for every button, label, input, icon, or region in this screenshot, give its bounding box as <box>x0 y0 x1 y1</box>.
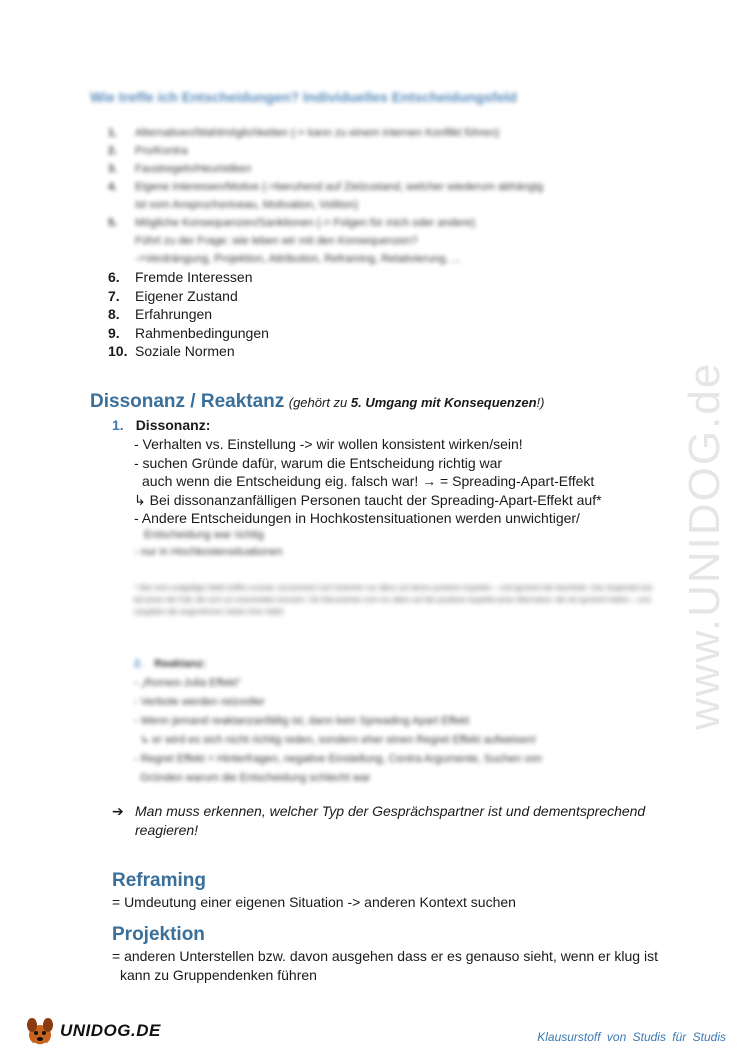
section-note: (gehört zu 5. Umgang mit Konsequenzen!) <box>288 395 545 410</box>
list-item: 8. Erfahrungen <box>108 306 213 322</box>
list-item: 10. Soziale Normen <box>108 343 235 359</box>
logo-text: UNIDOG.DE <box>60 1021 161 1040</box>
reframing-definition: = Umdeutung einer eigenen Situation -> anderen Kontext suchen <box>112 894 516 910</box>
conclusion-paragraph: ➔ Man muss erkennen, welcher Typ der Gesprächspartner ist und dementsprechend reagieren! <box>112 803 646 838</box>
arrow-icon: ➔ <box>112 803 124 819</box>
list-item: 7. Eigener Zustand <box>108 287 238 304</box>
text-line: auch wenn die Entscheidung eig. falsch war! → = Spreading-Apart-Effekt <box>142 473 595 489</box>
dissonanz-text <box>134 435 602 528</box>
footnote: * Wer eine endgültige Wahl treffen musste, konzentriert sich hinterher vor allem auf deren positiven Aspekte – und ignoriert die Nachteile. Das Gegenteil war bei jenen der Fall, die sich um entscheiden konnten: Sie fokussierten sich vor allem auf die positiven Aspekte jener Alternative, die sie ignoriert hatten – und vergaßen die angenehmen Seiten ihrer Wahl. <box>134 583 653 616</box>
text-line: - suchen Gründe dafür, warum die Entscheidung richtig war <box>134 454 503 471</box>
list-item: 5. Mögliche Konsequenzen/Sanktionen (-> Folgen für mich oder andere) Führt zu der Frage: wie leben wir mit den Konsequenzen? ->Verdrängung, Projektion, Attribution, Reframing, Relativierung, ... <box>108 217 476 265</box>
dog-icon <box>22 1013 58 1049</box>
factor-list <box>108 268 269 361</box>
list-item: 6. Fremde Interessen <box>108 269 253 285</box>
section-title: Dissonanz / Reaktanz <box>90 391 285 412</box>
reaktanz-block: 2. Reaktanz: - „Romeo-Julia Effekt“ - Verbote werden reizvoller - Wenn jemand reaktanzanfällig ist, dann kein Spreading Apart Effekt ↳ er wird es sich nicht richtig reden, sondern eher einen Regret Effekt aufweisen! - Regret Effekt = Hinterfragen, negative Einstellung, Contra Argumente, Suchen von Gründen warum die Entscheidung schlecht war <box>134 658 542 784</box>
list-item: 3. Faustregeln/Heuristiken <box>108 163 252 175</box>
list-item: 1. Alternativen/Wahlmöglichkeiten (-> kann zu einem internen Konflikt führen) <box>108 127 500 139</box>
text-line: - Andere Entscheidungen in Hochkostensituationen werden unwichtiger/ <box>134 510 580 526</box>
blurred-list <box>108 124 668 268</box>
unidog-logo <box>22 1011 161 1051</box>
projektion-definition: = anderen Unterstellen bzw. davon ausgehen dass er es genauso sieht, wenn er klug ist kann zu Gruppendenken führen <box>112 948 658 983</box>
list-item: 4. Eigene Interessen/Motive (->beruhend auf Zielzustand, welcher wiederum abhängig ist vom Anspruchsniveau, Motivation, Volition) <box>108 181 544 211</box>
heading-projektion: Projektion <box>112 924 205 945</box>
list-item: 2. Pro/Kontra <box>108 145 188 157</box>
section-heading-entscheidungsfeld: Wie treffe ich Entscheidungen? Individuelles Entscheidungsfeld <box>90 89 517 105</box>
text-line: - Verhalten vs. Einstellung -> wir wollen konsistent wirken/sein! <box>134 436 523 452</box>
list-item: 9. Rahmenbedingungen <box>108 324 269 341</box>
heading-reframing: Reframing <box>112 870 206 891</box>
footer-tagline: Klausurstoff von Studis für Studis <box>537 1030 726 1044</box>
subsection-heading-dissonanz: 1. Dissonanz: <box>112 417 211 433</box>
text-line: ↳ Bei dissonanzanfälligen Personen taucht der Spreading-Apart-Effekt auf* <box>134 491 602 508</box>
blurred-text: Entscheidung war richtig - nur in Hochkostensituationen <box>134 529 283 558</box>
section-title-dissonanz-reaktanz <box>90 391 544 413</box>
